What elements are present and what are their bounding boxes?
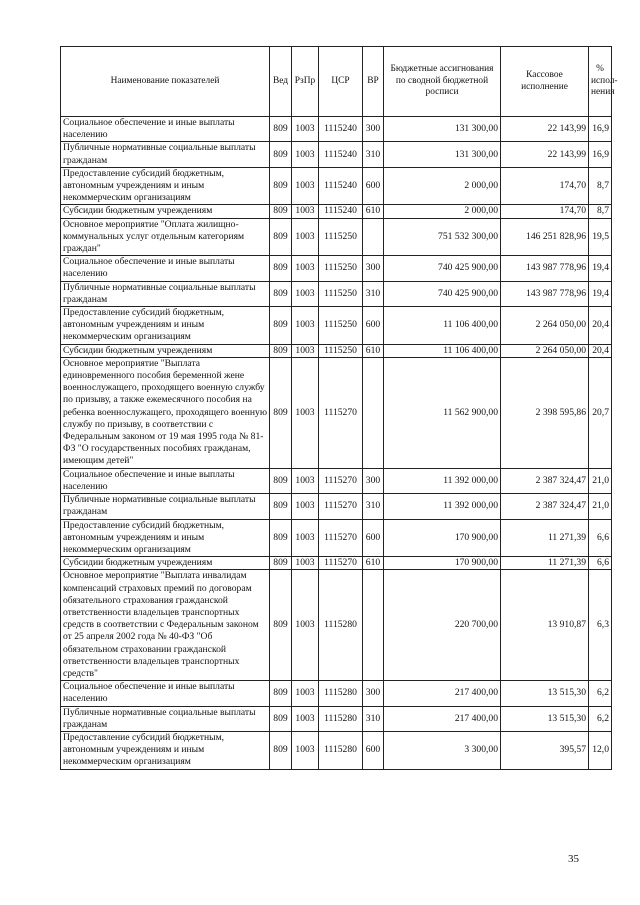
row-percent-cell: 12,0	[589, 731, 612, 769]
row-csr-cell: 1115240	[319, 117, 363, 142]
row-ved-cell: 809	[270, 205, 292, 218]
row-budget-cell: 217 400,00	[384, 681, 501, 706]
row-budget-cell: 11 562 900,00	[384, 357, 501, 468]
table-row	[61, 344, 612, 357]
table-row	[61, 281, 612, 306]
row-percent-cell: 20,7	[589, 357, 612, 468]
row-cash-cell: 174,70	[501, 167, 589, 205]
row-budget-cell: 3 300,00	[384, 731, 501, 769]
row-percent-cell: 20,4	[589, 307, 612, 345]
row-ved-cell: 809	[270, 681, 292, 706]
row-name-cell: Социальное обеспечение и иные выплаты населению	[61, 681, 270, 706]
row-vr-cell: 600	[363, 307, 384, 345]
row-ved-cell: 809	[270, 706, 292, 731]
row-cash-cell: 143 987 778,96	[501, 281, 589, 306]
row-csr-cell: 1115280	[319, 681, 363, 706]
row-vr-cell	[363, 357, 384, 468]
row-name-cell: Публичные нормативные социальные выплаты гражданам	[61, 142, 270, 167]
row-csr-cell: 1115240	[319, 142, 363, 167]
row-rzpr-cell: 1003	[292, 281, 319, 306]
row-name-cell: Субсидии бюджетным учреждениям	[61, 344, 270, 357]
row-cash-cell: 13 910,87	[501, 570, 589, 681]
row-percent-cell: 19,4	[589, 256, 612, 281]
row-cash-cell: 2 387 324,47	[501, 468, 589, 493]
row-cash-cell: 143 987 778,96	[501, 256, 589, 281]
row-vr-cell: 310	[363, 706, 384, 731]
row-rzpr-cell: 1003	[292, 344, 319, 357]
row-ved-cell: 809	[270, 494, 292, 519]
table-row	[61, 357, 612, 468]
row-rzpr-cell: 1003	[292, 570, 319, 681]
table-row	[61, 117, 612, 142]
row-rzpr-cell: 1003	[292, 681, 319, 706]
header-rzpr: РзПр	[292, 47, 319, 117]
table-row	[61, 731, 612, 769]
row-name-cell: Предоставление субсидий бюджетным, автономным учреждениям и иным некоммерческим организациям	[61, 307, 270, 345]
row-budget-cell: 2 000,00	[384, 205, 501, 218]
row-cash-cell: 2 387 324,47	[501, 494, 589, 519]
row-ved-cell: 809	[270, 344, 292, 357]
row-percent-cell: 21,0	[589, 494, 612, 519]
row-name-cell: Социальное обеспечение и иные выплаты населению	[61, 256, 270, 281]
row-csr-cell: 1115250	[319, 307, 363, 345]
row-vr-cell: 300	[363, 256, 384, 281]
row-name-cell: Основное мероприятие "Выплата единовременного пособия беременной жене военнослужащего, проходящего военную службу по призыву, а также ежемесячного пособия на ребенка военнослужащего, проходящего военную службу по призыву, в соответствии с Федеральным законом от 19 мая 1995 года № 81-ФЗ "О государственных пособиях гражданам, имеющим детей"	[61, 357, 270, 468]
row-vr-cell: 310	[363, 281, 384, 306]
row-budget-cell: 751 532 300,00	[384, 218, 501, 256]
row-budget-cell: 740 425 900,00	[384, 281, 501, 306]
row-percent-cell: 20,4	[589, 344, 612, 357]
row-percent-cell: 21,0	[589, 468, 612, 493]
row-cash-cell: 22 143,99	[501, 117, 589, 142]
row-rzpr-cell: 1003	[292, 256, 319, 281]
row-ved-cell: 809	[270, 468, 292, 493]
row-cash-cell: 13 515,30	[501, 681, 589, 706]
row-name-cell: Социальное обеспечение и иные выплаты населению	[61, 117, 270, 142]
row-csr-cell: 1115240	[319, 205, 363, 218]
row-ved-cell: 809	[270, 357, 292, 468]
row-percent-cell: 8,7	[589, 205, 612, 218]
row-percent-cell: 16,9	[589, 142, 612, 167]
header-budget: Бюджетные ассигнования по сводной бюджетной росписи	[384, 47, 501, 117]
row-ved-cell: 809	[270, 218, 292, 256]
row-rzpr-cell: 1003	[292, 557, 319, 570]
table-row	[61, 307, 612, 345]
row-name-cell: Предоставление субсидий бюджетным, автономным учреждениям и иным некоммерческим организациям	[61, 731, 270, 769]
row-ved-cell: 809	[270, 570, 292, 681]
page-number: 35	[568, 853, 579, 865]
budget-execution-table-container	[60, 46, 618, 770]
row-name-cell: Публичные нормативные социальные выплаты гражданам	[61, 494, 270, 519]
table-row	[61, 519, 612, 557]
row-budget-cell: 2 000,00	[384, 167, 501, 205]
row-rzpr-cell: 1003	[292, 468, 319, 493]
row-rzpr-cell: 1003	[292, 307, 319, 345]
header-percent: % испол-нения	[589, 47, 612, 117]
row-csr-cell: 1115270	[319, 357, 363, 468]
table-row	[61, 218, 612, 256]
row-percent-cell: 16,9	[589, 117, 612, 142]
row-csr-cell: 1115270	[319, 519, 363, 557]
header-name: Наименование показателей	[61, 47, 270, 117]
row-budget-cell: 740 425 900,00	[384, 256, 501, 281]
row-ved-cell: 809	[270, 167, 292, 205]
row-budget-cell: 11 106 400,00	[384, 344, 501, 357]
row-vr-cell: 300	[363, 681, 384, 706]
row-vr-cell	[363, 570, 384, 681]
row-percent-cell: 19,4	[589, 281, 612, 306]
row-budget-cell: 170 900,00	[384, 519, 501, 557]
row-ved-cell: 809	[270, 731, 292, 769]
table-row	[61, 205, 612, 218]
table-row	[61, 706, 612, 731]
header-vr: ВР	[363, 47, 384, 117]
row-percent-cell: 6,2	[589, 706, 612, 731]
row-name-cell: Предоставление субсидий бюджетным, автономным учреждениям и иным некоммерческим организациям	[61, 519, 270, 557]
row-vr-cell: 610	[363, 205, 384, 218]
row-rzpr-cell: 1003	[292, 218, 319, 256]
row-ved-cell: 809	[270, 256, 292, 281]
row-csr-cell: 1115270	[319, 494, 363, 519]
row-vr-cell: 310	[363, 494, 384, 519]
table-row	[61, 468, 612, 493]
table-row	[61, 142, 612, 167]
row-cash-cell: 2 264 050,00	[501, 344, 589, 357]
row-csr-cell: 1115250	[319, 256, 363, 281]
row-budget-cell: 131 300,00	[384, 117, 501, 142]
row-name-cell: Социальное обеспечение и иные выплаты населению	[61, 468, 270, 493]
row-name-cell: Основное мероприятие "Выплата инвалидам компенсаций страховых премий по договорам обязательного страхования гражданской ответственности владельцев транспортных средств в соответствии с Федеральным законом от 25 апреля 2002 года № 40-ФЗ "Об обязательном страховании гражданской ответственности владельцев транспортных средств"	[61, 570, 270, 681]
row-percent-cell: 6,2	[589, 681, 612, 706]
row-cash-cell: 11 271,39	[501, 557, 589, 570]
row-vr-cell: 610	[363, 344, 384, 357]
row-vr-cell	[363, 218, 384, 256]
row-ved-cell: 809	[270, 519, 292, 557]
row-budget-cell: 220 700,00	[384, 570, 501, 681]
row-budget-cell: 217 400,00	[384, 706, 501, 731]
row-rzpr-cell: 1003	[292, 167, 319, 205]
budget-execution-table	[60, 46, 618, 770]
row-ved-cell: 809	[270, 307, 292, 345]
row-cash-cell: 174,70	[501, 205, 589, 218]
row-cash-cell: 146 251 828,96	[501, 218, 589, 256]
row-rzpr-cell: 1003	[292, 706, 319, 731]
row-cash-cell: 2 264 050,00	[501, 307, 589, 345]
row-csr-cell: 1115250	[319, 218, 363, 256]
row-vr-cell: 310	[363, 142, 384, 167]
row-csr-cell: 1115280	[319, 731, 363, 769]
row-ved-cell: 809	[270, 281, 292, 306]
table-row	[61, 557, 612, 570]
row-rzpr-cell: 1003	[292, 357, 319, 468]
row-csr-cell: 1115250	[319, 281, 363, 306]
row-rzpr-cell: 1003	[292, 142, 319, 167]
table-header-row	[61, 47, 612, 117]
row-name-cell: Публичные нормативные социальные выплаты гражданам	[61, 706, 270, 731]
row-budget-cell: 11 392 000,00	[384, 468, 501, 493]
row-vr-cell: 300	[363, 117, 384, 142]
row-csr-cell: 1115250	[319, 344, 363, 357]
row-cash-cell: 13 515,30	[501, 706, 589, 731]
row-rzpr-cell: 1003	[292, 519, 319, 557]
row-rzpr-cell: 1003	[292, 205, 319, 218]
header-cash: Кассовое исполнение	[501, 47, 589, 117]
row-name-cell: Субсидии бюджетным учреждениям	[61, 205, 270, 218]
row-vr-cell: 600	[363, 731, 384, 769]
row-vr-cell: 600	[363, 167, 384, 205]
row-budget-cell: 170 900,00	[384, 557, 501, 570]
row-cash-cell: 11 271,39	[501, 519, 589, 557]
row-budget-cell: 11 106 400,00	[384, 307, 501, 345]
table-row	[61, 570, 612, 681]
table-body	[61, 117, 612, 770]
row-percent-cell: 19,5	[589, 218, 612, 256]
row-vr-cell: 300	[363, 468, 384, 493]
row-cash-cell: 22 143,99	[501, 142, 589, 167]
row-budget-cell: 11 392 000,00	[384, 494, 501, 519]
header-csr: ЦСР	[319, 47, 363, 117]
row-rzpr-cell: 1003	[292, 117, 319, 142]
row-cash-cell: 2 398 595,86	[501, 357, 589, 468]
row-ved-cell: 809	[270, 557, 292, 570]
row-cash-cell: 395,57	[501, 731, 589, 769]
row-csr-cell: 1115280	[319, 706, 363, 731]
table-row	[61, 681, 612, 706]
row-ved-cell: 809	[270, 117, 292, 142]
table-row	[61, 167, 612, 205]
row-percent-cell: 6,6	[589, 519, 612, 557]
row-csr-cell: 1115270	[319, 557, 363, 570]
table-row	[61, 494, 612, 519]
row-csr-cell: 1115270	[319, 468, 363, 493]
row-name-cell: Основное мероприятие "Оплата жилищно-коммунальных услуг отдельным категориям граждан"	[61, 218, 270, 256]
row-vr-cell: 600	[363, 519, 384, 557]
row-percent-cell: 6,6	[589, 557, 612, 570]
row-percent-cell: 8,7	[589, 167, 612, 205]
row-rzpr-cell: 1003	[292, 731, 319, 769]
row-name-cell: Публичные нормативные социальные выплаты гражданам	[61, 281, 270, 306]
row-vr-cell: 610	[363, 557, 384, 570]
row-name-cell: Предоставление субсидий бюджетным, автономным учреждениям и иным некоммерческим организациям	[61, 167, 270, 205]
row-ved-cell: 809	[270, 142, 292, 167]
row-percent-cell: 6,3	[589, 570, 612, 681]
row-csr-cell: 1115280	[319, 570, 363, 681]
row-csr-cell: 1115240	[319, 167, 363, 205]
header-ved: Вед	[270, 47, 292, 117]
row-rzpr-cell: 1003	[292, 494, 319, 519]
row-budget-cell: 131 300,00	[384, 142, 501, 167]
table-row	[61, 256, 612, 281]
row-name-cell: Субсидии бюджетным учреждениям	[61, 557, 270, 570]
